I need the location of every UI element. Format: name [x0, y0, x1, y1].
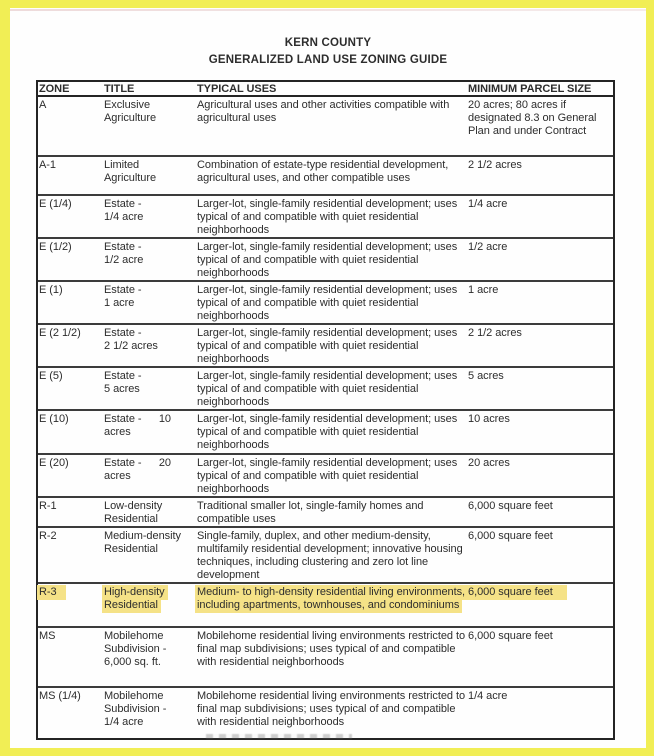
cell-text: Low-density	[104, 500, 163, 512]
cell-text: Traditional smaller lot, single-family homes and	[197, 500, 424, 512]
parcel-cell	[468, 97, 613, 155]
cell-text: 1/4 acre	[104, 716, 144, 728]
table-row	[38, 237, 613, 280]
title-cell	[104, 688, 197, 738]
cell-text: agricultural uses, and other compatible uses	[197, 172, 411, 184]
text-line	[197, 556, 468, 569]
zone-cell	[38, 239, 104, 280]
text-line	[468, 630, 613, 643]
zone-cell	[38, 455, 104, 496]
watermark-smudge	[206, 734, 352, 739]
cell-text: 2 1/2 acres	[468, 159, 522, 171]
text-line	[197, 703, 468, 716]
text-line	[104, 630, 197, 643]
cell-text: neighborhoods	[197, 267, 270, 279]
cell-text: R-3	[37, 585, 66, 600]
cell-text: Larger-lot, single-family residential development; uses	[197, 457, 458, 469]
table-row	[38, 453, 613, 496]
parcel-cell	[468, 688, 613, 738]
text-line	[197, 284, 468, 297]
cell-text: Estate -	[104, 370, 142, 382]
text-line	[104, 211, 197, 224]
cell-text: Subdivision -	[104, 703, 167, 715]
title-cell	[104, 282, 197, 323]
text-line	[104, 198, 197, 211]
text-line	[197, 211, 468, 224]
cell-text: 10	[158, 413, 171, 425]
cell-text: 1 acre	[104, 297, 135, 309]
text-line	[197, 327, 468, 340]
text-line	[468, 241, 613, 254]
zoning-table	[36, 80, 615, 740]
cell-text: typical of and compatible with quiet residential	[197, 383, 419, 395]
cell-text: 1/4 acre	[104, 211, 144, 223]
cell-text: 20 acres	[468, 457, 510, 469]
parcel-cell	[468, 239, 613, 280]
column-header-typical-uses: TYPICAL USES	[197, 83, 277, 95]
cell-text: 5 acres	[104, 383, 140, 395]
text-line	[104, 340, 197, 353]
text-line	[104, 99, 197, 112]
zone-cell	[38, 688, 104, 738]
cell-text: Larger-lot, single-family residential development; uses	[197, 370, 458, 382]
text-line	[197, 690, 468, 703]
cell-text: E (10)	[39, 413, 69, 425]
cell-text: 1/2 acre	[104, 254, 144, 266]
cell-text: Mobilehome residential living environments restricted to	[197, 690, 466, 702]
scan-artifact-line	[10, 9, 646, 11]
cell-text: Estate -	[104, 284, 142, 296]
cell-text: MS (1/4)	[39, 690, 81, 702]
parcel-cell	[468, 498, 613, 526]
parcel-cell	[468, 325, 613, 366]
zone-cell	[38, 196, 104, 237]
cell-text: Estate -	[104, 241, 142, 253]
text-line	[197, 457, 468, 470]
title-cell	[104, 239, 197, 280]
table-row	[38, 496, 613, 526]
text-line	[197, 530, 468, 543]
cell-text: Mobilehome residential living environments restricted to	[197, 630, 466, 642]
text-line	[197, 370, 468, 383]
text-line	[104, 500, 197, 513]
text-line	[468, 370, 613, 383]
cell-text: A	[39, 99, 47, 111]
title-cell	[104, 325, 197, 366]
zone-cell	[38, 628, 104, 686]
text-line	[104, 413, 197, 426]
text-line	[197, 426, 468, 439]
title-cell	[104, 157, 197, 194]
cell-text: Estate -	[104, 457, 142, 469]
cell-text: neighborhoods	[197, 353, 270, 365]
text-line	[197, 569, 468, 582]
document-title	[10, 35, 646, 69]
text-line	[104, 254, 197, 267]
text-line	[197, 439, 468, 452]
cell-text: E (5)	[39, 370, 63, 382]
text-line	[468, 413, 613, 426]
text-line	[104, 643, 197, 656]
uses-cell	[197, 411, 468, 453]
uses-cell	[197, 239, 468, 280]
cell-text: High-density	[102, 585, 168, 600]
cell-text: final map subdivisions; uses typical of and compatible	[197, 703, 456, 715]
text-line	[468, 125, 613, 138]
uses-cell	[197, 455, 468, 496]
text-line	[104, 530, 197, 543]
parcel-cell	[468, 411, 613, 453]
text-line	[197, 656, 468, 669]
table-row	[38, 409, 613, 453]
text-line	[197, 483, 468, 496]
title-cell	[104, 498, 197, 526]
cell-text: Agriculture	[104, 112, 157, 124]
title-cell	[104, 97, 197, 155]
parcel-cell	[468, 628, 613, 686]
uses-cell	[197, 528, 468, 582]
cell-text: with residential neighborhoods	[197, 716, 345, 728]
cell-text: Larger-lot, single-family residential development; uses	[197, 413, 458, 425]
text-line	[104, 513, 197, 526]
text-line	[468, 327, 613, 340]
text-line	[104, 716, 197, 729]
cell-text: acres	[104, 426, 131, 438]
cell-text: development	[197, 569, 260, 581]
text-line	[104, 703, 197, 716]
text-line	[104, 470, 197, 483]
table-row	[38, 686, 613, 738]
title-cell	[104, 628, 197, 686]
text-line	[468, 99, 613, 112]
table-row	[38, 194, 613, 237]
text-line	[197, 310, 468, 323]
column-header-zone: ZONE	[39, 83, 70, 95]
text-line	[104, 112, 197, 125]
cell-text: Exclusive	[104, 99, 151, 111]
text-line	[197, 198, 468, 211]
uses-cell	[197, 628, 468, 686]
table-row	[38, 626, 613, 686]
column-header-minimum-parcel-size: MINIMUM PARCEL SIZE	[468, 83, 592, 95]
text-line	[104, 172, 197, 185]
cell-text: 1/4 acre	[468, 690, 508, 702]
text-line	[197, 112, 468, 125]
table-row	[38, 582, 613, 626]
cell-text: 5 acres	[468, 370, 504, 382]
uses-cell	[197, 498, 468, 526]
table-row	[38, 155, 613, 194]
cell-text: E (20)	[39, 457, 69, 469]
cell-text: typical of and compatible with quiet residential	[197, 297, 419, 309]
cell-text: designated 8.3 on General	[468, 112, 597, 124]
title-line-2: GENERALIZED LAND USE ZONING GUIDE	[208, 54, 448, 66]
cell-text: R-2	[39, 530, 57, 542]
cell-text: multifamily residential development; innovative housing	[197, 543, 463, 555]
cell-text: including apartments, townhouses, and condominiums	[195, 598, 462, 613]
text-line	[197, 716, 468, 729]
cell-text: neighborhoods	[197, 439, 270, 451]
cell-text: typical of and compatible with quiet residential	[197, 426, 419, 438]
text-line	[197, 241, 468, 254]
cell-text: typical of and compatible with quiet residential	[197, 340, 419, 352]
uses-cell	[197, 584, 468, 626]
text-line	[104, 457, 197, 470]
cell-text: 10 acres	[468, 413, 510, 425]
text-line	[104, 599, 197, 612]
cell-text: typical of and compatible with quiet residential	[197, 254, 419, 266]
text-line	[104, 297, 197, 310]
parcel-cell	[468, 282, 613, 323]
cell-text: Agriculture	[104, 172, 157, 184]
text-line	[104, 284, 197, 297]
title-cell	[104, 528, 197, 582]
cell-text: neighborhoods	[197, 224, 270, 236]
parcel-cell	[468, 196, 613, 237]
title-cell	[104, 455, 197, 496]
zone-cell	[38, 282, 104, 323]
title-cell	[104, 584, 197, 626]
table-row	[38, 366, 613, 409]
text-line	[104, 426, 197, 439]
text-line	[468, 112, 613, 125]
cell-text: Residential	[104, 543, 158, 555]
cell-text: acres	[104, 470, 131, 482]
parcel-cell	[468, 528, 613, 582]
cell-text: Limited	[104, 159, 140, 171]
text-line	[197, 513, 468, 526]
text-line	[468, 500, 613, 513]
text-line	[197, 340, 468, 353]
cell-text: E (2 1/2)	[39, 327, 81, 339]
zone-cell	[38, 411, 104, 453]
cell-text: 1/4 acre	[468, 198, 508, 210]
cell-text: 1 acre	[468, 284, 499, 296]
table-body	[36, 97, 615, 740]
cell-text: compatible uses	[197, 513, 276, 525]
cell-text: Estate -	[104, 327, 142, 339]
zone-cell	[38, 368, 104, 409]
text-line	[197, 99, 468, 112]
uses-cell	[197, 97, 468, 155]
text-line	[197, 396, 468, 409]
text-line	[104, 383, 197, 396]
text-line	[197, 224, 468, 237]
cell-text: Mobilehome	[104, 690, 164, 702]
text-line	[197, 297, 468, 310]
cell-text: Larger-lot, single-family residential development; uses	[197, 327, 458, 339]
text-line	[468, 198, 613, 211]
cell-text: Residential	[104, 513, 158, 525]
table-row	[38, 323, 613, 366]
cell-text: neighborhoods	[197, 483, 270, 495]
uses-cell	[197, 282, 468, 323]
title-cell	[104, 196, 197, 237]
zone-cell	[38, 584, 104, 626]
text-line	[197, 159, 468, 172]
text-line	[104, 370, 197, 383]
text-line	[197, 254, 468, 267]
text-line	[197, 267, 468, 280]
cell-text: 2 1/2 acres	[104, 340, 158, 352]
table-header-row	[36, 80, 615, 97]
table-row	[38, 97, 613, 155]
zone-cell	[38, 325, 104, 366]
cell-text: Plan and under Contract	[468, 125, 587, 137]
uses-cell	[197, 325, 468, 366]
cell-text: 6,000 square feet	[468, 500, 553, 512]
cell-text: 6,000 sq. ft.	[104, 656, 161, 668]
cell-text: 1/2 acre	[468, 241, 508, 253]
zone-cell	[38, 97, 104, 155]
text-line	[197, 353, 468, 366]
uses-cell	[197, 196, 468, 237]
cell-text: typical of and compatible with quiet residential	[197, 211, 419, 223]
text-line	[197, 172, 468, 185]
title-line-1: KERN COUNTY	[284, 37, 372, 49]
text-line	[197, 630, 468, 643]
cell-text: Medium- to high-density residential living environments,	[195, 585, 468, 600]
cell-text: Combination of estate-type residential development,	[197, 159, 449, 171]
document-page	[10, 8, 646, 748]
text-line	[104, 656, 197, 669]
cell-text: final map subdivisions; uses typical of and compatible	[197, 643, 456, 655]
zone-cell	[38, 498, 104, 526]
uses-cell	[197, 688, 468, 738]
cell-text: with residential neighborhoods	[197, 656, 345, 668]
cell-text: E (1/2)	[39, 241, 72, 253]
text-line	[104, 327, 197, 340]
column-header-title: TITLE	[104, 83, 135, 95]
cell-text: MS	[39, 630, 56, 642]
cell-text: Estate -	[104, 413, 142, 425]
cell-text: E (1/4)	[39, 198, 72, 210]
cell-text: E (1)	[39, 284, 63, 296]
cell-text: R-1	[39, 500, 57, 512]
table-row	[38, 280, 613, 323]
parcel-cell	[468, 455, 613, 496]
cell-text: 6,000 square feet	[466, 585, 567, 600]
title-cell	[104, 368, 197, 409]
cell-text: Subdivision -	[104, 643, 167, 655]
cell-text: Mobilehome	[104, 630, 164, 642]
parcel-cell	[468, 157, 613, 194]
text-line	[468, 159, 613, 172]
text-line	[104, 690, 197, 703]
cell-text: Agricultural uses and other activities compatible with	[197, 99, 450, 111]
table-row	[38, 526, 613, 582]
text-line	[104, 543, 197, 556]
cell-text: neighborhoods	[197, 310, 270, 322]
cell-text: Estate -	[104, 198, 142, 210]
cell-text: Single-family, duplex, and other medium-density,	[197, 530, 431, 542]
text-line	[197, 599, 468, 612]
uses-cell	[197, 157, 468, 194]
text-line	[197, 643, 468, 656]
text-line	[197, 413, 468, 426]
cell-text: Larger-lot, single-family residential development; uses	[197, 284, 458, 296]
text-line	[197, 383, 468, 396]
uses-cell	[197, 368, 468, 409]
text-line	[468, 530, 613, 543]
text-line	[197, 543, 468, 556]
cell-text: A-1	[39, 159, 56, 171]
cell-text: 6,000 square feet	[468, 530, 553, 542]
text-line	[104, 159, 197, 172]
cell-text: Larger-lot, single-family residential development; uses	[197, 241, 458, 253]
cell-text: 2 1/2 acres	[468, 327, 522, 339]
cell-text: agricultural uses	[197, 112, 277, 124]
text-line	[104, 241, 197, 254]
cell-text: Larger-lot, single-family residential development; uses	[197, 198, 458, 210]
text-line	[197, 500, 468, 513]
cell-text: typical of and compatible with quiet residential	[197, 470, 419, 482]
cell-text: Medium-density	[104, 530, 181, 542]
cell-text: Residential	[102, 598, 161, 613]
zone-cell	[38, 528, 104, 582]
cell-text: neighborhoods	[197, 396, 270, 408]
parcel-cell	[468, 368, 613, 409]
text-line	[468, 690, 613, 703]
title-cell	[104, 411, 197, 453]
parcel-cell	[468, 584, 613, 626]
text-line	[468, 457, 613, 470]
text-line	[468, 586, 613, 599]
text-line	[197, 470, 468, 483]
text-line	[468, 284, 613, 297]
cell-text: 20 acres; 80 acres if	[468, 99, 566, 111]
zone-cell	[38, 157, 104, 194]
cell-text: 6,000 square feet	[468, 630, 553, 642]
cell-text: techniques, including clustering and zero lot line	[197, 556, 429, 568]
cell-text: 20	[158, 457, 171, 469]
